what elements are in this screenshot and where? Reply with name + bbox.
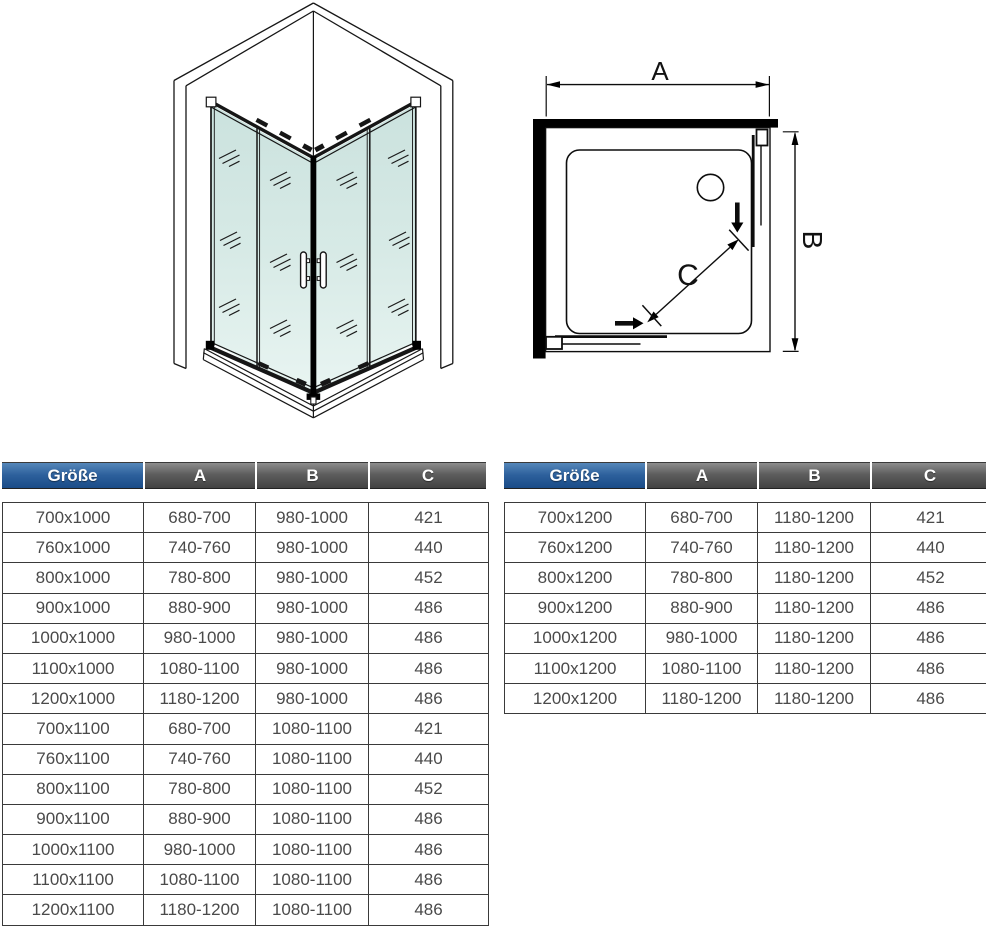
table-row [505, 684, 986, 714]
table-cell: 440 [369, 744, 489, 774]
table-cell: 1100x1200 [505, 653, 646, 683]
table-row [3, 895, 489, 925]
table-cell: 880-900 [144, 593, 256, 623]
dim-label-b: B [797, 230, 828, 250]
table-cell: 740-760 [646, 533, 758, 563]
table-cell: 486 [369, 684, 489, 714]
table-cell: 1080-1100 [646, 653, 758, 683]
table-cell: 1180-1200 [144, 684, 256, 714]
table-cell: 980-1000 [646, 623, 758, 653]
table-cell: 1080-1100 [144, 865, 256, 895]
header-b: B [759, 462, 870, 489]
table-cell: 700x1200 [505, 503, 646, 533]
size-table-1000-1100 [2, 462, 489, 926]
table-cell: 700x1100 [3, 714, 144, 744]
shower-tray [567, 150, 752, 334]
table-cell: 1080-1100 [256, 895, 369, 925]
table-cell: 486 [871, 684, 986, 714]
header-groesse: Größe [504, 462, 645, 489]
table-cell: 900x1000 [3, 593, 144, 623]
table-row [505, 593, 986, 623]
table-cell: 486 [369, 623, 489, 653]
table-cell: 680-700 [144, 714, 256, 744]
wall-top [533, 119, 778, 128]
table-cell: 421 [871, 503, 986, 533]
table-cell: 900x1200 [505, 593, 646, 623]
table-cell: 1180-1200 [144, 895, 256, 925]
table-cell: 760x1000 [3, 533, 144, 563]
table-cell: 680-700 [144, 503, 256, 533]
table-row [3, 503, 489, 533]
table-row [3, 593, 489, 623]
table-cell: 1100x1000 [3, 653, 144, 683]
table-cell: 1000x1200 [505, 623, 646, 653]
dim-label-a: A [651, 56, 669, 86]
table-cell: 486 [369, 895, 489, 925]
table-cell: 980-1000 [144, 623, 256, 653]
table-cell: 1080-1100 [256, 804, 369, 834]
table-row [505, 503, 986, 533]
table-row [505, 563, 986, 593]
plan-view-diagram [500, 40, 890, 380]
table-row [3, 774, 489, 804]
table-row [505, 623, 986, 653]
table-row [3, 653, 489, 683]
table-cell: 1000x1000 [3, 623, 144, 653]
table-cell: 486 [369, 593, 489, 623]
table-row [505, 533, 986, 563]
table-cell: 440 [369, 533, 489, 563]
slide-arrow-right [633, 317, 644, 329]
table-header-row [504, 462, 986, 489]
table-cell: 1200x1100 [3, 895, 144, 925]
table-cell: 1200x1000 [3, 684, 144, 714]
table-row [3, 533, 489, 563]
wall-left [533, 119, 546, 359]
table-cell: 486 [369, 804, 489, 834]
table-cell: 452 [369, 563, 489, 593]
table-cell: 452 [871, 563, 986, 593]
table-cell: 780-800 [144, 563, 256, 593]
table-row [3, 804, 489, 834]
table-cell: 1080-1100 [256, 774, 369, 804]
table-cell: 1180-1200 [758, 593, 871, 623]
table-cell: 1080-1100 [256, 835, 369, 865]
header-a: A [145, 462, 255, 489]
table-cell: 760x1200 [505, 533, 646, 563]
table-cell: 800x1100 [3, 774, 144, 804]
table-cell: 1080-1100 [256, 865, 369, 895]
header-c: C [370, 462, 486, 489]
table-cell: 452 [369, 774, 489, 804]
table-cell: 486 [871, 653, 986, 683]
header-a: A [647, 462, 757, 489]
table-cell: 780-800 [144, 774, 256, 804]
table-row [3, 835, 489, 865]
table-cell: 980-1000 [256, 593, 369, 623]
drain-circle [697, 174, 723, 200]
slide-arrow-down [731, 223, 743, 233]
table-row [3, 714, 489, 744]
table-cell: 1180-1200 [758, 653, 871, 683]
table-row [3, 563, 489, 593]
table-body [504, 502, 986, 714]
table-cell: 486 [369, 865, 489, 895]
table-header-row [2, 462, 489, 489]
table-cell: 740-760 [144, 533, 256, 563]
table-cell: 980-1000 [256, 533, 369, 563]
table-cell: 980-1000 [256, 653, 369, 683]
handle-bottom-left [546, 337, 562, 349]
table-cell: 486 [871, 623, 986, 653]
table-row [3, 744, 489, 774]
table-row [3, 684, 489, 714]
table-cell: 700x1000 [3, 503, 144, 533]
table-cell: 486 [369, 835, 489, 865]
table-cell: 1200x1200 [505, 684, 646, 714]
header-c: C [872, 462, 986, 489]
table-cell: 980-1000 [144, 835, 256, 865]
table-cell: 1180-1200 [758, 503, 871, 533]
table-cell: 1000x1100 [3, 835, 144, 865]
table-cell: 1080-1100 [144, 653, 256, 683]
table-cell: 1080-1100 [256, 744, 369, 774]
table-row [505, 653, 986, 683]
table-cell: 440 [871, 533, 986, 563]
table-cell: 1100x1100 [3, 865, 144, 895]
table-row [3, 623, 489, 653]
table-cell: 780-800 [646, 563, 758, 593]
table-cell: 421 [369, 714, 489, 744]
header-groesse: Größe [2, 462, 143, 489]
table-cell: 1180-1200 [646, 684, 758, 714]
table-body [2, 502, 489, 926]
table-cell: 486 [871, 593, 986, 623]
table-cell: 880-900 [646, 593, 758, 623]
table-cell: 1180-1200 [758, 533, 871, 563]
table-cell: 486 [369, 653, 489, 683]
table-cell: 980-1000 [256, 623, 369, 653]
isometric-shower-diagram [160, 0, 470, 430]
table-cell: 760x1100 [3, 744, 144, 774]
table-cell: 980-1000 [256, 563, 369, 593]
table-cell: 900x1100 [3, 804, 144, 834]
table-row [3, 865, 489, 895]
table-cell: 880-900 [144, 804, 256, 834]
table-cell: 1080-1100 [256, 714, 369, 744]
table-cell: 980-1000 [256, 684, 369, 714]
handle-top-right [757, 130, 768, 146]
header-b: B [257, 462, 368, 489]
size-table-1200 [504, 462, 986, 714]
table-cell: 680-700 [646, 503, 758, 533]
table-cell: 980-1000 [256, 503, 369, 533]
table-cell: 800x1200 [505, 563, 646, 593]
dim-label-c: C [677, 259, 699, 292]
table-cell: 1180-1200 [758, 623, 871, 653]
table-cell: 1180-1200 [758, 563, 871, 593]
table-cell: 740-760 [144, 744, 256, 774]
table-cell: 421 [369, 503, 489, 533]
enclosure-outline [546, 128, 770, 352]
table-cell: 1180-1200 [758, 684, 871, 714]
table-cell: 800x1000 [3, 563, 144, 593]
